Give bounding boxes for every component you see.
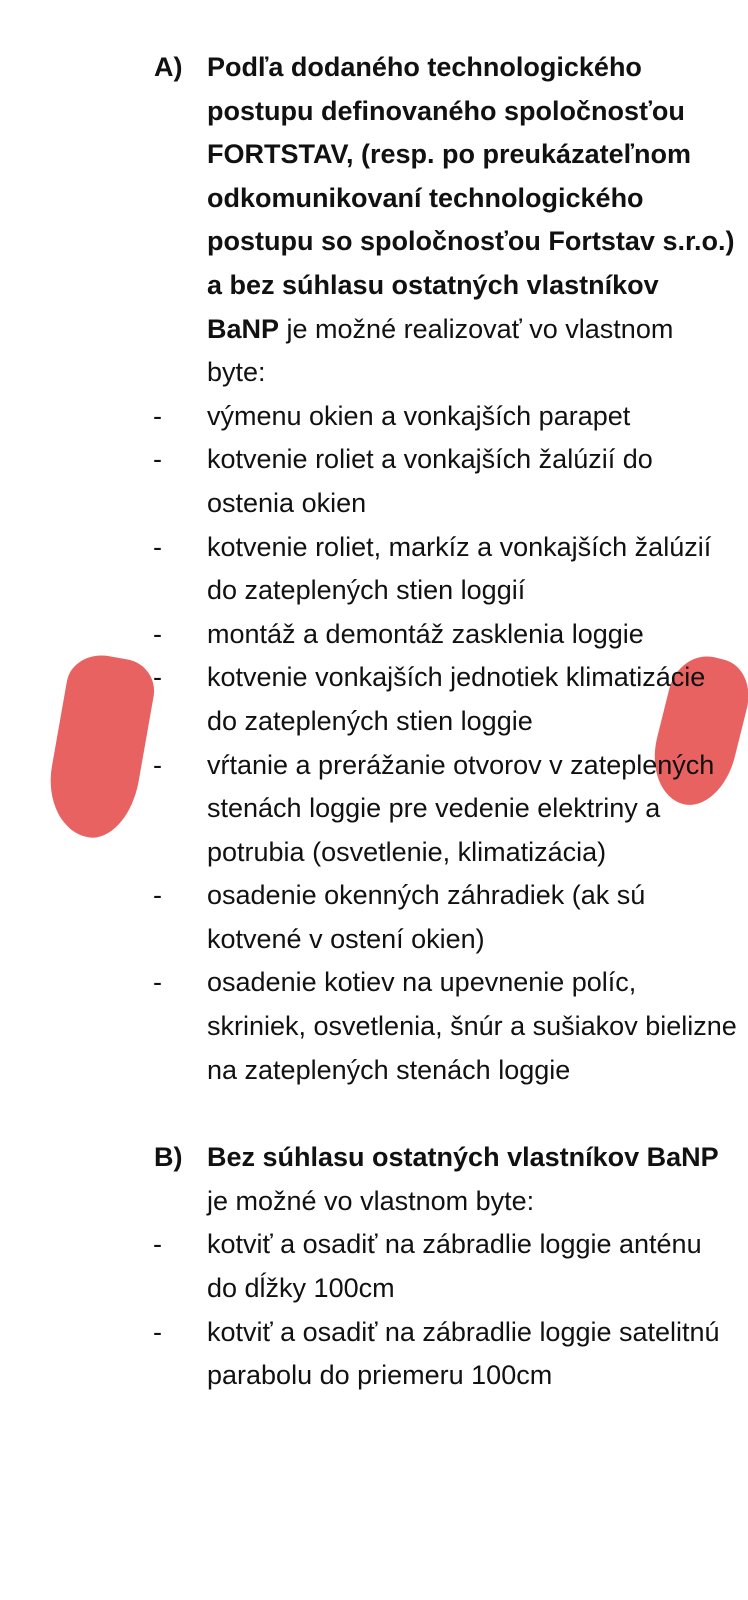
list-item xyxy=(0,438,748,525)
list-dash: - xyxy=(153,531,162,562)
list-item-text: kotviť a osadiť na zábradlie loggie anténu do dĺžky 100cm xyxy=(207,1229,702,1304)
section-b-list xyxy=(0,1223,748,1397)
list-item-text: kotvenie roliet, markíz a vonkajších žalúzií do zateplených stien loggií xyxy=(207,531,712,606)
list-dash: - xyxy=(153,967,162,998)
list-item xyxy=(0,874,748,961)
list-item xyxy=(0,961,748,1092)
list-item xyxy=(0,744,748,875)
list-item xyxy=(0,1223,748,1310)
list-item-text: výmenu okien a vonkajších parapet xyxy=(207,400,631,431)
list-item xyxy=(0,613,748,657)
list-dash: - xyxy=(153,1229,162,1260)
section-b-marker: B) xyxy=(154,1142,183,1173)
list-dash: - xyxy=(153,444,162,475)
list-item-text: osadenie okenných záhradiek (ak sú kotvené v ostení okien) xyxy=(207,880,646,954)
list-dash: - xyxy=(153,662,162,693)
list-item xyxy=(0,1311,748,1398)
section-spacer xyxy=(0,1092,748,1136)
list-dash: - xyxy=(153,1316,162,1347)
list-item xyxy=(0,656,748,743)
list-item-text: vŕtanie a prerážanie otvorov v zateplených stenách loggie pre vedenie elektriny a potrubia (osvetlenie, klimatizácia) xyxy=(207,749,715,867)
list-item-text: montáž a demontáž zasklenia loggie xyxy=(207,618,644,649)
document-body xyxy=(0,46,748,1398)
list-item-text: kotviť a osadiť na zábradlie loggie satelitnú parabolu do priemeru 100cm xyxy=(207,1316,720,1391)
section-a-heading-bold: Podľa dodaného technologického postupu definovaného spoločnosťou FORTSTAV, (resp. po preukázateľnom odkomunikovaní technologického postupu so spoločnosťou Fortstav s.r.o.) a bez súhlasu ostatných vlastníkov BaNP xyxy=(207,52,735,344)
section-a-heading-tail: je možné realizovať vo vlastnom byte: xyxy=(207,313,674,388)
list-item-text: osadenie kotiev na upevnenie políc, skriniek, osvetlenia, šnúr a sušiakov bielizne na zateplených stenách loggie xyxy=(207,967,737,1085)
section-b-heading xyxy=(0,1136,748,1223)
list-item-text: kotvenie roliet a vonkajších žalúzií do ostenia okien xyxy=(207,444,653,518)
list-item xyxy=(0,526,748,613)
section-a-marker: A) xyxy=(154,52,183,82)
section-b xyxy=(0,1136,748,1398)
section-a-heading xyxy=(0,46,748,395)
list-dash: - xyxy=(153,749,162,780)
section-b-heading-tail: je možné vo vlastnom byte: xyxy=(207,1185,535,1216)
list-item-text: kotvenie vonkajších jednotiek klimatizácie do zateplených stien loggie xyxy=(207,662,706,736)
list-dash: - xyxy=(153,618,162,649)
section-b-heading-bold: Bez súhlasu ostatných vlastníkov BaNP xyxy=(207,1142,719,1173)
section-a xyxy=(0,46,748,1092)
section-a-list xyxy=(0,395,748,1093)
list-dash: - xyxy=(153,880,162,911)
list-item xyxy=(0,395,748,439)
list-dash: - xyxy=(153,400,162,431)
